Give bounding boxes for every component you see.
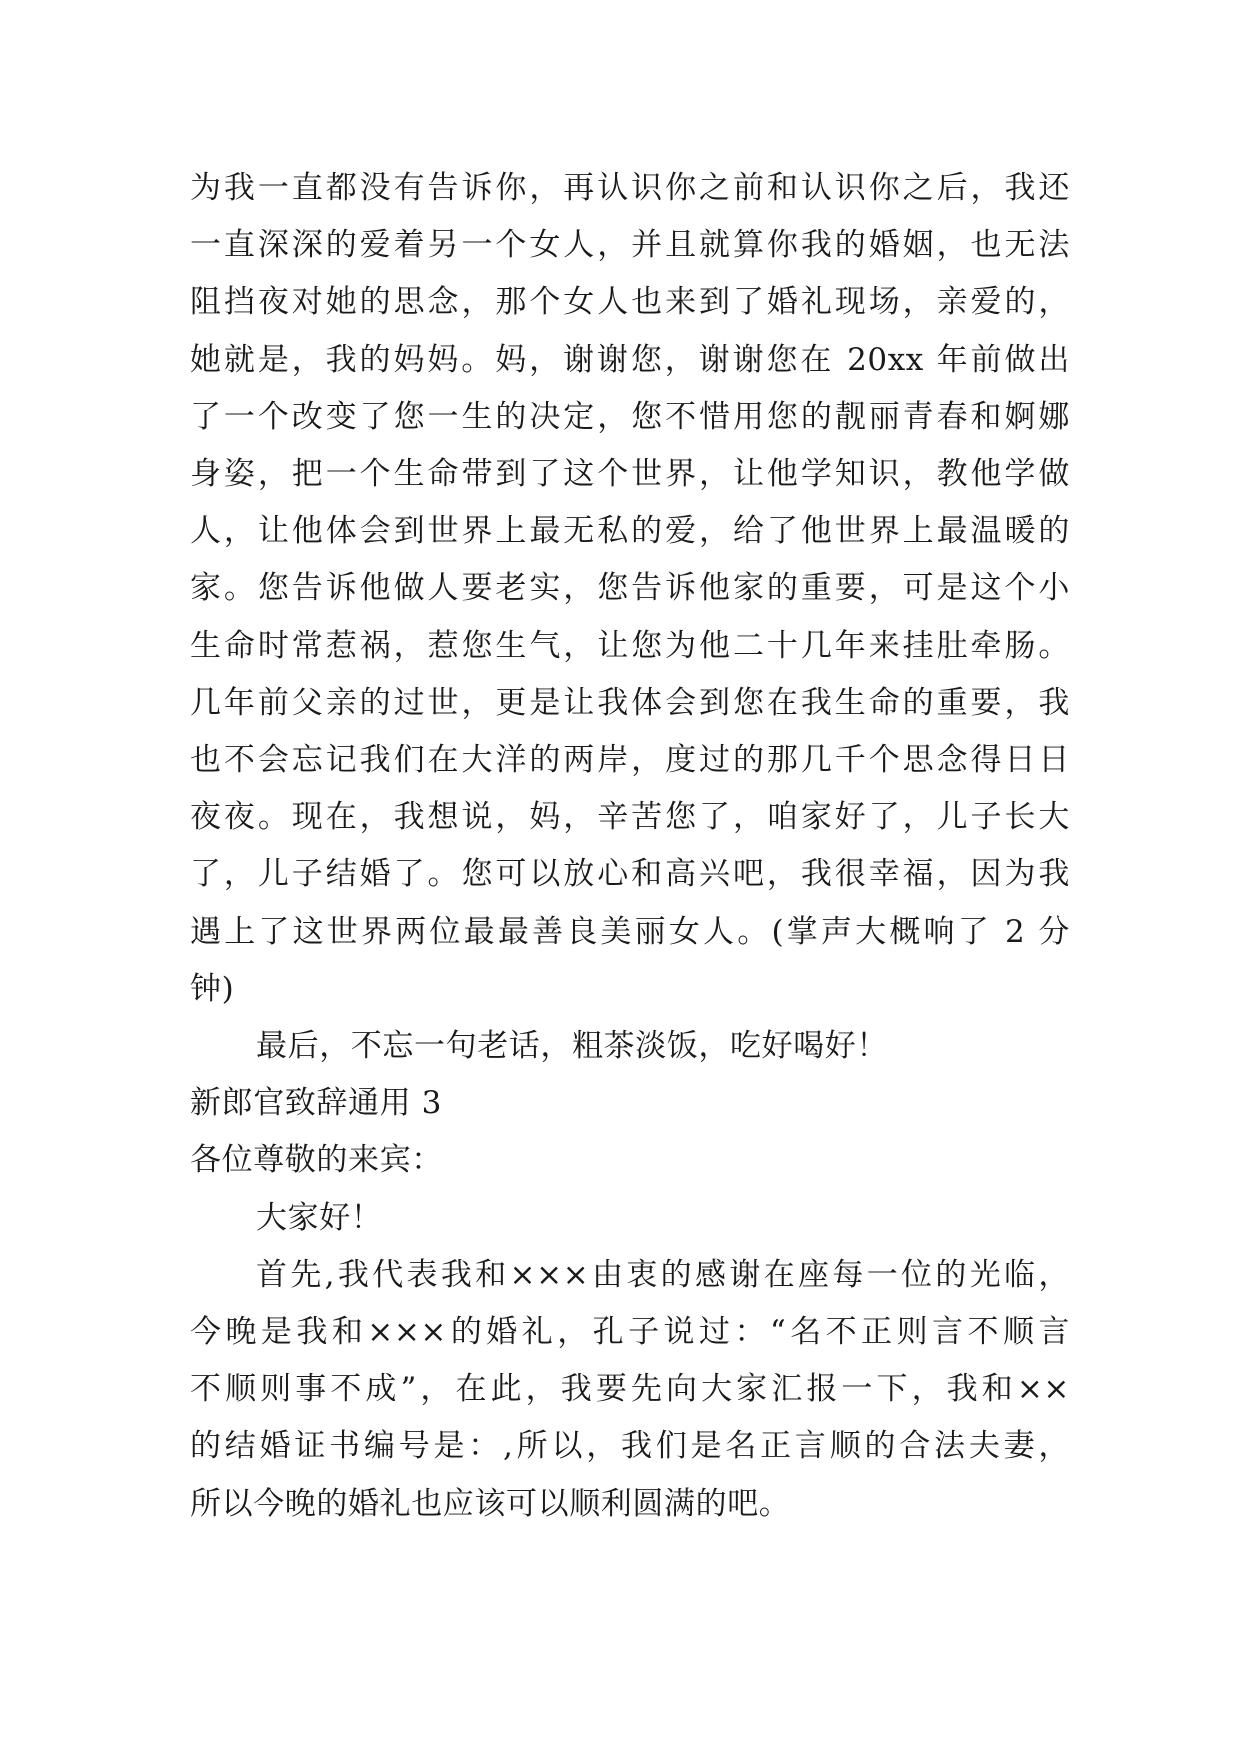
salutation: 各位尊敬的来宾： xyxy=(190,1142,443,1179)
paragraph-line: 生命时常惹祸，惹您生气，让您为他二十几年来挂肚牵肠。 xyxy=(190,627,1070,664)
paragraph-line: 为我一直都没有告诉你，再认识你之前和认识你之后，我还 xyxy=(190,170,1070,206)
paragraph-line: 人，让他体会到世界上最无私的爱，给了他世界上最温暖的 xyxy=(190,513,1070,550)
paragraph-line: 遇上了这世界两位最最善良美丽女人。(掌声大概响了 2 分 xyxy=(190,913,1070,950)
paragraph-line: 了一个改变了您一生的决定，您不惜用您的靓丽青春和婀娜 xyxy=(190,398,1070,435)
paragraph-line: 了，儿子结婚了。您可以放心和高兴吧，我很幸福，因为我 xyxy=(190,856,1070,893)
greeting: 大家好！ xyxy=(256,1199,383,1236)
section-title: 新郎官致辞通用 3 xyxy=(190,1085,442,1122)
paragraph-line: 阻挡夜对她的思念，那个女人也来到了婚礼现场，亲爱的， xyxy=(190,284,1070,321)
paragraph-line: 几年前父亲的过世，更是让我体会到您在我生命的重要，我 xyxy=(190,684,1070,721)
closing-line: 最后，不忘一句老话，粗茶淡饭，吃好喝好！ xyxy=(256,1028,888,1065)
paragraph-line: 她就是，我的妈妈。妈，谢谢您，谢谢您在 20xx 年前做出 xyxy=(190,341,1070,378)
paragraph-line: 钟) xyxy=(190,970,235,1007)
continued-paragraph xyxy=(190,160,1070,1018)
paragraph-line: 所以今晚的婚礼也应该可以顺利圆满的吧。 xyxy=(190,1485,791,1522)
paragraph-line: 身姿，把一个生命带到了这个世界，让他学知识，教他学做 xyxy=(190,456,1070,493)
paragraph-line: 一直深深的爱着另一个女人，并且就算你我的婚姻，也无法 xyxy=(190,227,1070,264)
paragraph-line: 首先,我代表我和×××由衷的感谢在座每一位的光临， xyxy=(256,1256,1070,1293)
paragraph-line: 的结婚证书编号是：,所以，我们是名正言顺的合法夫妻， xyxy=(190,1428,1070,1465)
paragraph-line: 今晚是我和×××的婚礼，孔子说过：“名不正则言不顺言 xyxy=(190,1314,1070,1351)
paragraph-line: 也不会忘记我们在大洋的两岸，度过的那几千个思念得日日 xyxy=(190,742,1070,779)
paragraph-line: 夜夜。现在，我想说，妈，辛苦您了，咱家好了，儿子长大 xyxy=(190,799,1070,836)
final-paragraph xyxy=(190,1247,1070,1533)
paragraph-line: 家。您告诉他做人要老实，您告诉他家的重要，可是这个小 xyxy=(190,570,1070,607)
document-body xyxy=(190,160,1070,1533)
paragraph-line: 不顺则事不成”，在此，我要先向大家汇报一下，我和×× xyxy=(190,1371,1070,1408)
